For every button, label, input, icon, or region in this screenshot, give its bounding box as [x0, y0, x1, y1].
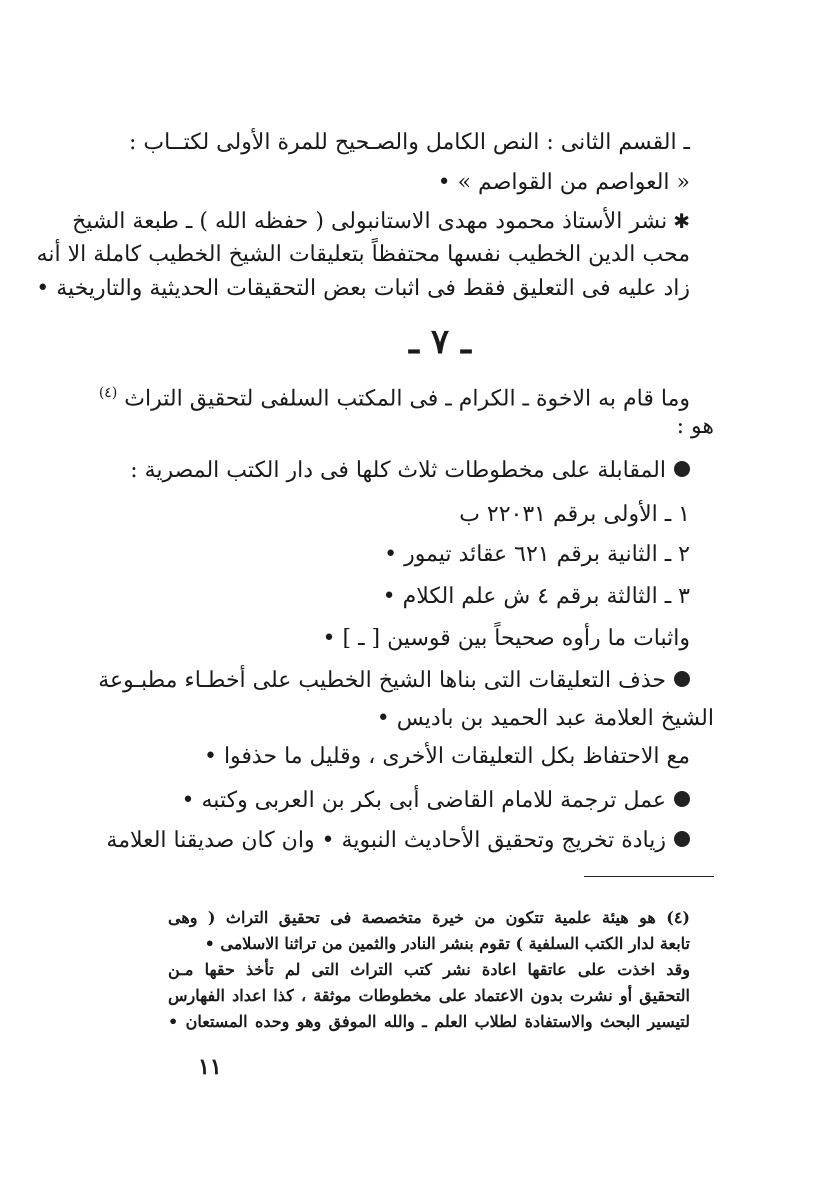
bullet-icon: [674, 461, 690, 477]
bullet-item-4-text: زيادة تخريج وتحقيق الأحاديث النبوية • وان كان صديقنا العلامة: [106, 828, 666, 853]
bullet-item-2-continuation: الشيخ العلامة عبد الحميد بن باديس •: [376, 706, 714, 731]
bullet-item-1-text: المقابلة على مخطوطات ثلاث كلها فى دار الكتب المصرية :: [130, 458, 666, 483]
bullet-item-3-text: عمل ترجمة للامام القاضى أبى بكر بن العربى وكتبه •: [181, 788, 666, 813]
star-paragraph-line: [72, 206, 690, 237]
body-line-6-text: وما قام به الاخوة ـ الكرام ـ فى المكتب السلفى لتحقيق التراث: [124, 386, 690, 412]
footnote-line-4: التحقيق أو نشرت بدون الاعتماد على مخطوطات موثقة ، كذا اعداد الفهارس: [168, 986, 690, 1005]
body-line-6: [98, 378, 690, 414]
footnote-line-3: وقد اخذت على عاتقها اعادة نشر كتب التراث التى لم تأخذ حقها مـن: [168, 960, 690, 979]
body-line-7: هو :: [676, 414, 714, 439]
body-line-2: « العواصم من القواصم » •: [437, 170, 690, 195]
section-number: ـ ٧ ـ: [409, 322, 471, 362]
footnote-line-2: تابعة لدار الكتب السلفية ) تقوم بنشر النادر والثمين من تراثنا الاسلامى •: [204, 934, 690, 953]
footnote-line-5: لتيسير البحث والاستفادة لطلاب العلم ـ والله الموفق وهو وحده المستعان •: [168, 1012, 690, 1031]
footnote-divider: [584, 876, 714, 877]
bullet-icon: [674, 791, 690, 807]
page-number: ١١: [198, 1054, 222, 1080]
numbered-item-2: ٢ ـ الثانية برقم ٦٢١ عقائد تيمور •: [384, 542, 690, 567]
footnote-reference: (٤): [98, 385, 118, 401]
bullet-item-4: [106, 826, 690, 856]
body-line-5: زاد عليه فى التعليق فقط فى اثبات بعض التحقيقات الحديثية والتاريخية •: [36, 276, 690, 301]
asterisk-icon: ✱: [673, 209, 690, 233]
bullet-item-1: [130, 456, 690, 486]
brackets-line: واثبات ما رأوه صحيحاً بين قوسين [ ـ ] •: [322, 626, 690, 651]
footnote-line-1: (٤) هو هيئة علمية تتكون من خيرة متخصصة فى تحقيق التراث ( وهى: [168, 908, 690, 927]
numbered-item-1: ١ ـ الأولى برقم ٢٢٠٣١ ب: [459, 502, 690, 527]
bullet-icon: [674, 831, 690, 847]
keep-comments-line: مع الاحتفاظ بكل التعليقات الأخرى ، وقليل ما حذفوا •: [203, 744, 690, 769]
bullet-item-3: [182, 786, 690, 816]
star-line-text: نشر الأستاذ محمود مهدى الاستانبولى ( حفظه الله ) ـ طبعة الشيخ: [72, 209, 668, 234]
body-line-4: محب الدين الخطيب نفسها محتفظاً بتعليقات الشيخ الخطيب كاملة الا أنه: [36, 242, 690, 267]
bullet-item-2: [98, 666, 690, 696]
numbered-item-3: ٣ ـ الثالثة برقم ٤ ش علم الكلام •: [382, 584, 690, 609]
bullet-icon: [674, 671, 690, 687]
body-line-1: ـ القسم الثانى : النص الكامل والصـحيح للمرة الأولى لكتــاب :: [128, 130, 690, 155]
bullet-item-2-text: حذف التعليقات التى بناها الشيخ الخطيب على أخطـاء مطبـوعة: [98, 668, 666, 693]
